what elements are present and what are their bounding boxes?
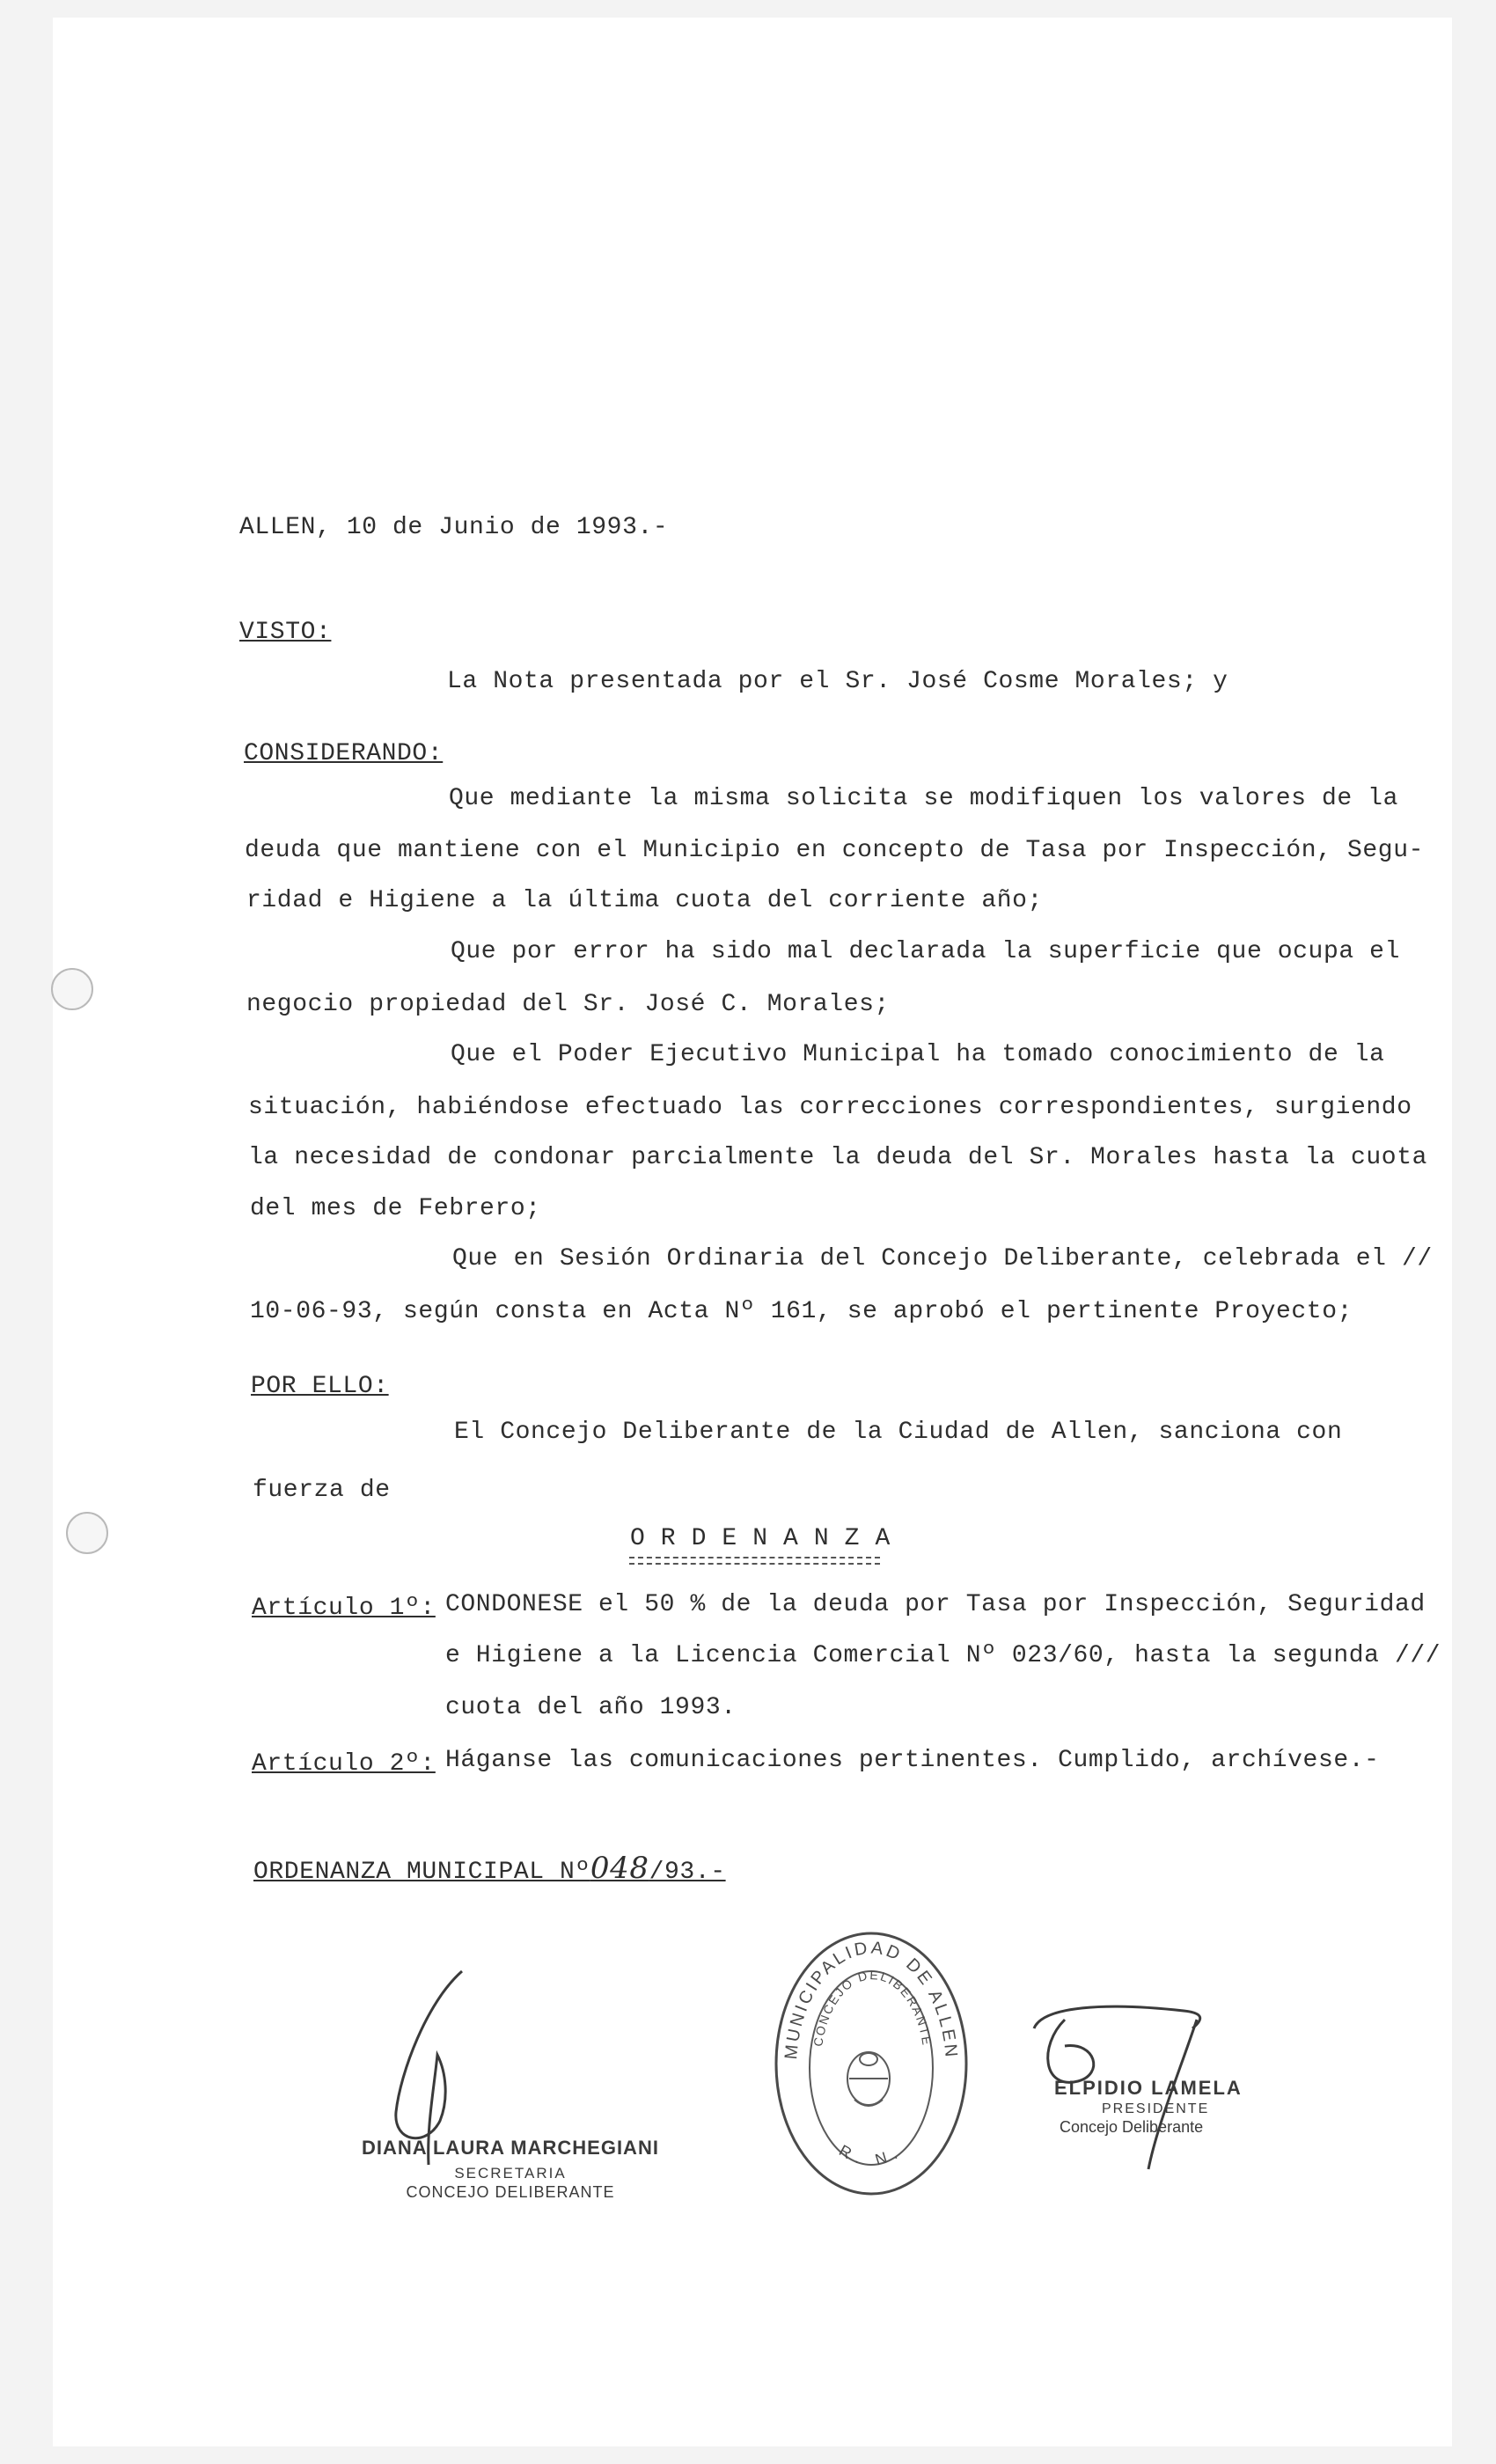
- ordenanza-title: O R D E N A N Z A: [630, 1525, 891, 1552]
- svg-text:MUNICIPALIDAD DE ALLEN: [781, 1939, 961, 2061]
- left-signer-body: CONCEJO DELIBERANTE: [406, 2183, 615, 2201]
- svg-text:R. N.: [836, 2141, 906, 2168]
- article-1-line: CONDONESE el 50 % de la deuda por Tasa por Inspección, Seguridad: [445, 1591, 1426, 1618]
- considerando-line: Que mediante la misma solicita se modifiquen los valores de la: [449, 785, 1398, 812]
- ordenanza-number-suffix: /93.-: [649, 1859, 726, 1886]
- title-double-underline: [629, 1557, 880, 1565]
- article-1-label: Artículo 1º:: [252, 1595, 436, 1622]
- article-2-line: Háganse las comunicaciones pertinentes. Cumplido, archívese.-: [445, 1747, 1380, 1774]
- considerando-line: Que el Poder Ejecutivo Municipal ha tomado conocimiento de la: [451, 1041, 1385, 1068]
- considerando-line: del mes de Febrero;: [250, 1195, 541, 1222]
- considerando-heading: CONSIDERANDO:: [244, 740, 444, 767]
- considerando-line: situación, habiéndose efectuado las correcciones correspondientes, surgiendo: [248, 1094, 1412, 1121]
- municipal-seal-icon: [770, 1927, 972, 2200]
- considerando-line: la necesidad de condonar parcialmente la deuda del Sr. Morales hasta la cuota: [248, 1144, 1428, 1171]
- por-ello-line: fuerza de: [253, 1477, 391, 1504]
- right-signer-role: PRESIDENTE: [1102, 2101, 1210, 2116]
- visto-text: La Nota presentada por el Sr. José Cosme Morales; y: [447, 668, 1228, 695]
- seal-outer-text: MUNICIPALIDAD DE ALLEN: [781, 1938, 961, 2061]
- considerando-line: Que en Sesión Ordinaria del Concejo Deliberante, celebrada el //: [452, 1245, 1433, 1272]
- seal-bottom-text: R. N.: [836, 2141, 906, 2169]
- punch-hole: [66, 1512, 108, 1554]
- article-1-line: cuota del año 1993.: [445, 1694, 737, 1721]
- considerando-line: negocio propiedad del Sr. José C. Morales;: [246, 991, 890, 1018]
- por-ello-line: El Concejo Deliberante de la Ciudad de Allen, sanciona con: [454, 1419, 1343, 1446]
- punch-hole: [51, 968, 93, 1010]
- seal-inner-text: CONCEJO DELIBERANTE: [810, 1967, 935, 2048]
- place-date: ALLEN, 10 de Junio de 1993.-: [239, 514, 669, 541]
- visto-heading: VISTO:: [239, 619, 332, 646]
- right-signature-block: [1038, 2077, 1250, 2137]
- considerando-line: ridad e Higiene a la última cuota del corriente año;: [246, 887, 1043, 914]
- considerando-line: 10-06-93, según consta en Acta Nº 161, se aprobó el pertinente Proyecto;: [250, 1298, 1353, 1325]
- right-signer-body: Concejo Deliberante: [1060, 2118, 1204, 2136]
- article-2-label: Artículo 2º:: [252, 1750, 436, 1778]
- left-signature-block: [334, 2137, 686, 2202]
- ordenanza-number-handwritten: 048: [590, 1851, 649, 1886]
- considerando-line: Que por error ha sido mal declarada la superficie que ocupa el: [451, 938, 1400, 965]
- right-signer-name: ELPIDIO LAMELA: [1054, 2077, 1243, 2099]
- ordenanza-number: [253, 1851, 726, 1886]
- ordenanza-number-prefix: ORDENANZA MUNICIPAL Nº: [253, 1859, 590, 1886]
- considerando-line: deuda que mantiene con el Municipio en concepto de Tasa por Inspección, Segu-: [245, 837, 1425, 864]
- article-1-line: e Higiene a la Licencia Comercial Nº 023/60, hasta la segunda ///: [445, 1642, 1441, 1669]
- por-ello-heading: POR ELLO:: [251, 1373, 389, 1400]
- left-signer-role: SECRETARIA: [454, 2165, 567, 2182]
- left-signer-name: DIANA LAURA MARCHEGIANI: [362, 2137, 659, 2159]
